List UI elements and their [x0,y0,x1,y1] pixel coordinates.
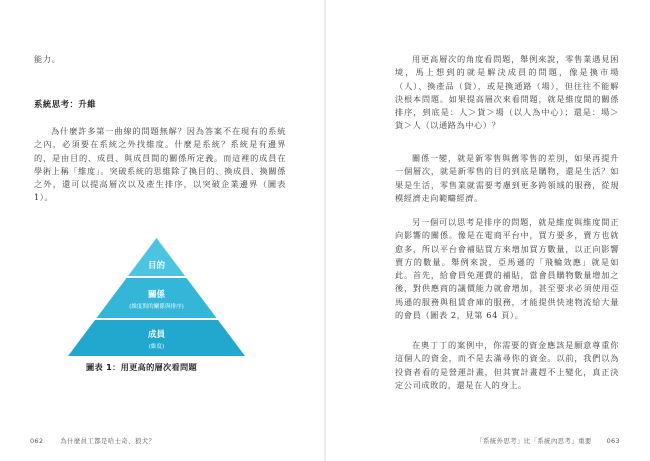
right-page [325,0,650,461]
tier-bottom-title: 成員 [147,330,166,340]
tier-top-title: 目的 [147,261,166,271]
body-paragraph: 為什麼許多第一曲線的問題無解？因為答案不在現有的系統之內，必須要在系統之外找維度。什麼是系統？系統是有邊界的，是由目的、成員、與成員間的關係所定義。而這裡的成員在學術上稱「維度」。突破系統的思維除了換目的、換成員、換關係之外，還可以提高層次以及產生排序，以突破企業邊界（圖表 1）。 [34,126,286,203]
running-head: 「系統外思考」比「系統內思考」重要 [476,437,592,445]
book-title: 為什麼員工都是哈士奇、狼犬？ [60,437,156,445]
body-paragraph-3: 另一個可以思考是排序的問題，就是維度與維度間正向影響的關係。像是在電商平台中，買方要多，賣方也就愈多，所以平台會補貼買方來增加買方數量，以正向影響賣方的數量。舉例來說，亞馬遜的「飛輪效應」就是如此。首先，給會員免運費的補貼，當會員購物數量增加之後，對供應商的議價能力就會增加，甚至要求必須使用亞馬遜的服務與租賃倉庫的服務，才能提供快速物流給大量的會員（圖表 2，見第 64 頁）。 [395,217,619,321]
pyramid-figure [66,238,247,356]
section-heading: 系統思考：升維 [34,99,97,109]
left-footer [30,436,155,445]
tier-middle-subtitle: (維度間的關係與排序) [129,304,184,310]
body-paragraph-1: 用更高層次的角度看問題，舉例來說，零售業遇見困境，馬上想到的就是解決成員的問題，像是換市場（人）、換產品（貨），或是換通路（場），但往往不能解決根本問題。如果提高層次來看問題，就是維度間的關係排序，到底是：人＞貨＞場（以人為中心）；還是：場＞貨＞人（以通路為中心）？ [395,54,619,131]
continuation-text: 能力。 [34,54,61,64]
tier-bottom-subtitle: (維度) [148,344,165,350]
right-footer [476,436,620,445]
pyramid-diagram [66,238,247,356]
left-page-number: 062 [30,437,44,445]
figure-caption: 圖表 1：用更高的層次看問題 [86,362,197,372]
tier-middle-title: 關係 [147,290,166,300]
body-paragraph-2: 關係一變，就是新零售與舊零售的差別，如果再提升一個層次，就是新零售的目的到底是購物，還是生活？如果是生活，零售業就需要考慮到更多跨領域的服務，從規模經濟走向範疇經濟。 [395,153,619,203]
right-page-number: 063 [606,437,620,445]
body-paragraph-4: 在奧丁丁的案例中，你需要的資金應該是願意尊重你這個人的資金，而不是去滿尋你的資金。以前，我們以為投資者看的是營運計畫，但其實計畫趕不上變化，真正決定公司成敗的，還是在人的身上。 [395,340,619,390]
